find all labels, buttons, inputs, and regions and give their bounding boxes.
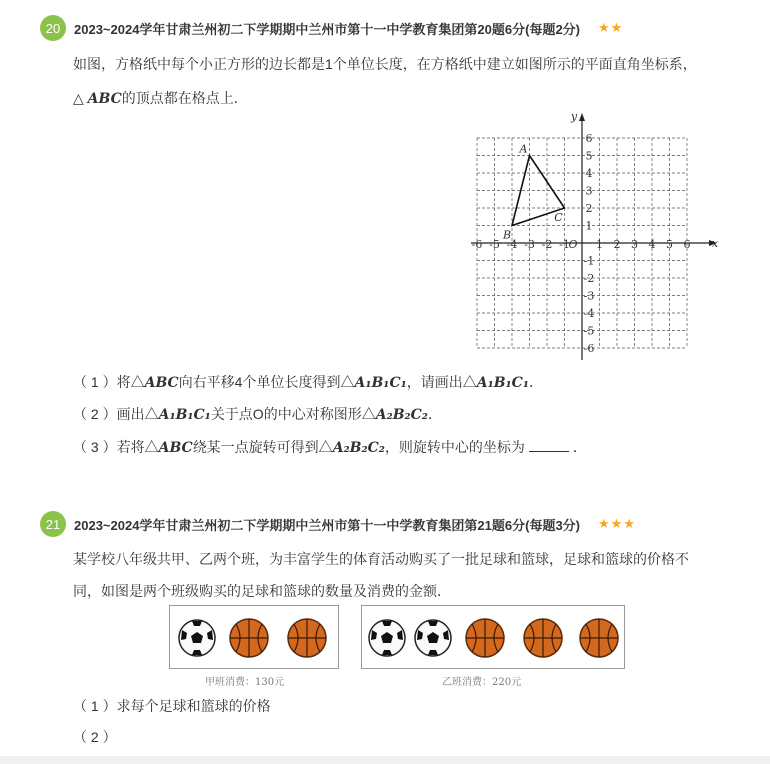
text: ，请画出△ — [406, 374, 477, 390]
y-tick-label: 6 — [585, 132, 593, 145]
math: A₁B₁C₁ — [158, 407, 211, 423]
vertex-label-a: A — [519, 142, 528, 156]
sub-question-3 — [73, 437, 587, 457]
question-number-badge: 20 — [40, 15, 66, 41]
text: 绕某一点旋转可得到△ — [192, 439, 333, 455]
class-b-purchase-box — [361, 605, 625, 669]
x-tick-label: 2 — [613, 238, 621, 251]
y-tick-label: -4 — [583, 307, 595, 320]
y-tick-label: -2 — [583, 272, 595, 285]
text: ． — [572, 439, 587, 455]
x-tick-label: -4 — [506, 238, 518, 251]
y-tick-label: 5 — [585, 149, 593, 163]
origin-label: O — [568, 238, 578, 251]
question-stem-line-1: 如图，方格纸中每个小正方形的边长都是1个单位长度，在方格纸中建立如图所示的平面直角坐标系， — [73, 56, 697, 72]
class-b-balls — [362, 606, 624, 668]
math-abc: ABC — [87, 91, 122, 107]
y-tick-label: 1 — [585, 219, 593, 233]
y-tick-label: 3 — [585, 184, 593, 198]
answer-blank[interactable] — [529, 439, 569, 452]
stem-text: 的顶点都在格点上． — [121, 90, 248, 106]
sub-question-2 — [73, 404, 442, 424]
text: 关于点O的中心对称图形△ — [210, 406, 376, 422]
math: ABC — [158, 440, 193, 456]
math: ABC — [144, 375, 179, 391]
y-axis-label: y — [570, 112, 578, 123]
coordinate-grid-figure — [465, 112, 725, 362]
y-tick-label: -6 — [583, 342, 595, 355]
text: ． — [528, 374, 543, 390]
x-axis-label: x — [711, 237, 719, 250]
y-tick-label: -3 — [583, 289, 595, 303]
x-tick-label: 3 — [631, 238, 638, 251]
y-axis-arrow — [579, 113, 585, 121]
text: （ 3 ）若将△ — [73, 439, 159, 455]
x-tick-label: -5 — [489, 238, 500, 251]
question-stem-line-2: 同，如图是两个班级购买的足球和篮球的数量及消费的金额． — [73, 583, 451, 599]
vertex-label-b: B — [502, 228, 512, 242]
y-tick-label: -1 — [583, 254, 595, 268]
question-title[interactable]: 2023~2024学年甘肃兰州初二下学期期中兰州市第十一中学教育集团第21题6分(每题3分) — [74, 517, 581, 533]
class-a-caption: 甲班消费：130元 — [205, 677, 285, 688]
math: A₁B₁C₁ — [476, 375, 529, 391]
x-tick-label: -1 — [559, 238, 570, 251]
triangle-symbol: △ — [73, 90, 84, 106]
math: A₂B₂C₂ — [375, 407, 428, 423]
text: ． — [427, 406, 442, 422]
x-tick-label: 6 — [683, 238, 691, 251]
question-20-header — [40, 15, 623, 41]
text: 向右平移4个单位长度得到△ — [178, 374, 355, 390]
difficulty-stars: ★★★ — [598, 516, 636, 532]
text: ，则旋转中心的坐标为 — [384, 439, 525, 455]
question-title[interactable]: 2023~2024学年甘肃兰州初二下学期期中兰州市第十一中学教育集团第20题6分(每题2分) — [74, 21, 581, 37]
bottom-divider — [0, 756, 770, 764]
y-tick-label: 2 — [585, 202, 593, 215]
y-tick-label: -5 — [583, 324, 595, 338]
x-tick-label: 1 — [596, 238, 603, 251]
y-tick-label: 4 — [585, 167, 593, 180]
question-number-badge: 21 — [40, 511, 66, 537]
math: A₁B₁C₁ — [354, 375, 407, 391]
math: A₂B₂C₂ — [332, 440, 385, 456]
question-stem-line-1: 某学校八年级共甲、乙两个班，为丰富学生的体育活动购买了一批足球和篮球，足球和篮球的价格不 — [73, 551, 689, 567]
class-a-balls — [170, 606, 338, 668]
class-b-caption: 乙班消费：220元 — [442, 677, 522, 688]
x-tick-label: -2 — [541, 238, 553, 251]
difficulty-stars: ★★ — [598, 20, 624, 36]
question-stem-line-2 — [73, 88, 248, 108]
vertex-label-c: C — [554, 211, 563, 224]
x-tick-label: 4 — [648, 238, 656, 251]
sub-question-2: （ 2 ） — [73, 729, 117, 745]
x-tick-label: 5 — [666, 238, 673, 251]
x-tick-label: -6 — [471, 238, 483, 251]
sub-question-1 — [73, 372, 543, 392]
sub-question-1: （ 1 ）求每个足球和篮球的价格 — [73, 698, 271, 714]
question-21-header — [40, 511, 636, 537]
x-tick-label: -3 — [524, 238, 535, 251]
class-a-purchase-box — [169, 605, 339, 669]
text: （ 1 ）将△ — [73, 374, 145, 390]
text: （ 2 ）画出△ — [73, 406, 159, 422]
